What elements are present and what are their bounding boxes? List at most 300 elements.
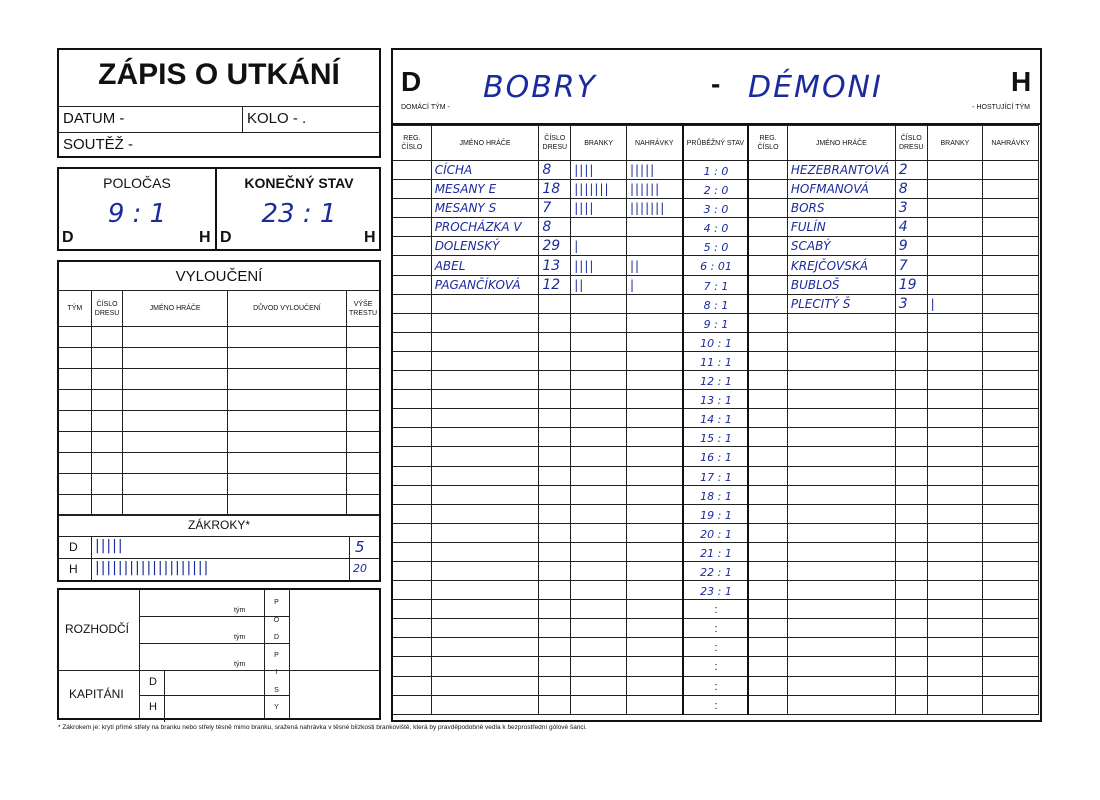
home-goals-cell[interactable] [571, 676, 627, 695]
home-number-cell[interactable] [539, 313, 571, 332]
home-goals-cell[interactable] [571, 619, 627, 638]
away-goals-cell[interactable] [927, 542, 983, 561]
away-number-cell[interactable] [895, 542, 927, 561]
home-reg-cell[interactable] [393, 180, 432, 199]
home-number-cell[interactable]: 13 [539, 256, 571, 275]
away-reg-cell[interactable] [748, 504, 787, 523]
home-reg-cell[interactable] [393, 504, 432, 523]
home-assists-cell[interactable] [626, 351, 682, 370]
home-number-cell[interactable]: 12 [539, 275, 571, 294]
away-goals-cell[interactable] [927, 313, 983, 332]
home-assists-cell[interactable] [626, 523, 682, 542]
home-name-cell[interactable] [431, 600, 539, 619]
home-number-cell[interactable] [539, 657, 571, 676]
away-number-cell[interactable]: 3 [895, 294, 927, 313]
home-goals-cell[interactable] [571, 561, 627, 580]
home-assists-cell[interactable] [626, 294, 682, 313]
home-reg-cell[interactable] [393, 218, 432, 237]
away-name-cell[interactable] [787, 504, 895, 523]
away-assists-cell[interactable] [983, 180, 1039, 199]
away-goals-cell[interactable] [927, 485, 983, 504]
away-assists-cell[interactable] [983, 523, 1039, 542]
home-name-cell[interactable]: ABEL [431, 256, 539, 275]
home-number-cell[interactable] [539, 523, 571, 542]
vylouceni-cell[interactable] [347, 327, 380, 348]
vylouceni-cell[interactable] [123, 432, 227, 453]
away-number-cell[interactable] [895, 409, 927, 428]
away-assists-cell[interactable] [983, 237, 1039, 256]
away-goals-cell[interactable] [927, 409, 983, 428]
away-name-cell[interactable]: PLECITÝ Š [787, 294, 895, 313]
away-number-cell[interactable] [895, 657, 927, 676]
home-assists-cell[interactable] [626, 237, 682, 256]
vylouceni-cell[interactable] [227, 348, 346, 369]
home-number-cell[interactable] [539, 485, 571, 504]
home-reg-cell[interactable] [393, 657, 432, 676]
home-assists-cell[interactable] [626, 313, 682, 332]
away-number-cell[interactable] [895, 600, 927, 619]
home-reg-cell[interactable] [393, 332, 432, 351]
home-goals-cell[interactable]: || [571, 275, 627, 294]
away-name-cell[interactable]: SCABÝ [787, 237, 895, 256]
away-name-cell[interactable] [787, 371, 895, 390]
home-name-cell[interactable] [431, 581, 539, 600]
vylouceni-cell[interactable] [91, 432, 123, 453]
vylouceni-cell[interactable] [91, 390, 123, 411]
home-goals-cell[interactable] [571, 542, 627, 561]
away-reg-cell[interactable] [748, 294, 787, 313]
away-goals-cell[interactable] [927, 676, 983, 695]
home-number-cell[interactable] [539, 332, 571, 351]
vylouceni-cell[interactable] [59, 453, 92, 474]
away-goals-cell[interactable] [927, 180, 983, 199]
away-name-cell[interactable] [787, 657, 895, 676]
home-reg-cell[interactable] [393, 351, 432, 370]
home-name-cell[interactable] [431, 371, 539, 390]
home-assists-cell[interactable] [626, 485, 682, 504]
home-assists-cell[interactable]: ||||||| [626, 199, 682, 218]
home-number-cell[interactable]: 29 [539, 237, 571, 256]
home-reg-cell[interactable] [393, 523, 432, 542]
vylouceni-cell[interactable] [123, 327, 227, 348]
home-reg-cell[interactable] [393, 256, 432, 275]
away-name-cell[interactable] [787, 390, 895, 409]
away-reg-cell[interactable] [748, 275, 787, 294]
away-goals-cell[interactable] [927, 371, 983, 390]
away-number-cell[interactable]: 9 [895, 237, 927, 256]
home-assists-cell[interactable]: | [626, 275, 682, 294]
home-name-cell[interactable] [431, 447, 539, 466]
away-goals-cell[interactable] [927, 523, 983, 542]
away-assists-cell[interactable] [983, 542, 1039, 561]
away-number-cell[interactable] [895, 390, 927, 409]
away-name-cell[interactable] [787, 581, 895, 600]
home-number-cell[interactable] [539, 504, 571, 523]
home-name-cell[interactable] [431, 390, 539, 409]
away-assists-cell[interactable] [983, 199, 1039, 218]
home-goals-cell[interactable] [571, 657, 627, 676]
away-number-cell[interactable]: 19 [895, 275, 927, 294]
away-number-cell[interactable] [895, 447, 927, 466]
home-assists-cell[interactable] [626, 447, 682, 466]
away-goals-cell[interactable] [927, 638, 983, 657]
vylouceni-cell[interactable] [91, 369, 123, 390]
home-number-cell[interactable] [539, 581, 571, 600]
away-name-cell[interactable] [787, 561, 895, 580]
away-name-cell[interactable] [787, 638, 895, 657]
home-name-cell[interactable]: PROCHÁZKA V [431, 218, 539, 237]
home-name-cell[interactable] [431, 619, 539, 638]
home-goals-cell[interactable] [571, 504, 627, 523]
vylouceni-cell[interactable] [59, 369, 92, 390]
away-reg-cell[interactable] [748, 428, 787, 447]
home-number-cell[interactable]: 18 [539, 180, 571, 199]
home-name-cell[interactable] [431, 638, 539, 657]
home-assists-cell[interactable] [626, 638, 682, 657]
home-reg-cell[interactable] [393, 485, 432, 504]
away-goals-cell[interactable] [927, 447, 983, 466]
vylouceni-cell[interactable] [347, 411, 380, 432]
home-number-cell[interactable] [539, 638, 571, 657]
home-goals-cell[interactable] [571, 600, 627, 619]
home-name-cell[interactable]: DOLENSKÝ [431, 237, 539, 256]
home-reg-cell[interactable] [393, 428, 432, 447]
away-reg-cell[interactable] [748, 313, 787, 332]
home-name-cell[interactable] [431, 561, 539, 580]
away-reg-cell[interactable] [748, 161, 787, 180]
away-name-cell[interactable] [787, 542, 895, 561]
home-goals-cell[interactable] [571, 313, 627, 332]
away-number-cell[interactable] [895, 466, 927, 485]
away-name-cell[interactable] [787, 428, 895, 447]
away-goals-cell[interactable] [927, 218, 983, 237]
vylouceni-cell[interactable] [347, 369, 380, 390]
home-name-cell[interactable]: MESANY S [431, 199, 539, 218]
home-name-cell[interactable] [431, 695, 539, 714]
away-assists-cell[interactable] [983, 657, 1039, 676]
away-goals-cell[interactable] [927, 504, 983, 523]
away-name-cell[interactable] [787, 351, 895, 370]
home-assists-cell[interactable] [626, 371, 682, 390]
away-reg-cell[interactable] [748, 447, 787, 466]
away-assists-cell[interactable] [983, 600, 1039, 619]
home-goals-cell[interactable] [571, 695, 627, 714]
away-reg-cell[interactable] [748, 676, 787, 695]
home-reg-cell[interactable] [393, 695, 432, 714]
away-name-cell[interactable] [787, 313, 895, 332]
away-name-cell[interactable] [787, 523, 895, 542]
away-assists-cell[interactable] [983, 218, 1039, 237]
home-name-cell[interactable]: PAGANČÍKOVÁ [431, 275, 539, 294]
away-reg-cell[interactable] [748, 657, 787, 676]
away-number-cell[interactable]: 4 [895, 218, 927, 237]
vylouceni-cell[interactable] [59, 327, 92, 348]
away-name-cell[interactable] [787, 466, 895, 485]
away-goals-cell[interactable] [927, 275, 983, 294]
away-reg-cell[interactable] [748, 523, 787, 542]
home-goals-cell[interactable]: ||||||| [571, 180, 627, 199]
away-number-cell[interactable] [895, 695, 927, 714]
vylouceni-cell[interactable] [227, 432, 346, 453]
away-assists-cell[interactable] [983, 695, 1039, 714]
home-reg-cell[interactable] [393, 199, 432, 218]
home-name-cell[interactable]: MESANY E [431, 180, 539, 199]
away-goals-cell[interactable] [927, 695, 983, 714]
away-name-cell[interactable]: FULÍN [787, 218, 895, 237]
home-number-cell[interactable]: 8 [539, 218, 571, 237]
home-assists-cell[interactable] [626, 390, 682, 409]
away-assists-cell[interactable] [983, 275, 1039, 294]
home-name-cell[interactable] [431, 332, 539, 351]
away-reg-cell[interactable] [748, 332, 787, 351]
away-number-cell[interactable] [895, 485, 927, 504]
away-assists-cell[interactable] [983, 638, 1039, 657]
away-assists-cell[interactable] [983, 676, 1039, 695]
away-assists-cell[interactable] [983, 332, 1039, 351]
vylouceni-cell[interactable] [347, 348, 380, 369]
home-goals-cell[interactable] [571, 485, 627, 504]
vylouceni-cell[interactable] [91, 474, 123, 495]
away-assists-cell[interactable] [983, 447, 1039, 466]
away-goals-cell[interactable] [927, 600, 983, 619]
home-reg-cell[interactable] [393, 542, 432, 561]
away-reg-cell[interactable] [748, 256, 787, 275]
vylouceni-cell[interactable] [59, 411, 92, 432]
vylouceni-cell[interactable] [123, 474, 227, 495]
away-number-cell[interactable] [895, 504, 927, 523]
away-number-cell[interactable] [895, 561, 927, 580]
home-goals-cell[interactable]: |||| [571, 199, 627, 218]
home-reg-cell[interactable] [393, 409, 432, 428]
home-number-cell[interactable] [539, 561, 571, 580]
away-name-cell[interactable]: HOFMANOVÁ [787, 180, 895, 199]
home-reg-cell[interactable] [393, 371, 432, 390]
home-name-cell[interactable] [431, 294, 539, 313]
away-reg-cell[interactable] [748, 638, 787, 657]
vylouceni-cell[interactable] [59, 348, 92, 369]
home-goals-cell[interactable] [571, 581, 627, 600]
vylouceni-cell[interactable] [91, 327, 123, 348]
away-name-cell[interactable] [787, 695, 895, 714]
home-number-cell[interactable] [539, 676, 571, 695]
away-reg-cell[interactable] [748, 218, 787, 237]
away-number-cell[interactable]: 8 [895, 180, 927, 199]
vylouceni-cell[interactable] [227, 474, 346, 495]
home-goals-cell[interactable]: |||| [571, 161, 627, 180]
home-number-cell[interactable] [539, 428, 571, 447]
home-assists-cell[interactable]: |||||| [626, 180, 682, 199]
away-reg-cell[interactable] [748, 199, 787, 218]
home-assists-cell[interactable] [626, 409, 682, 428]
vylouceni-cell[interactable] [59, 474, 92, 495]
away-number-cell[interactable] [895, 676, 927, 695]
home-name-cell[interactable] [431, 428, 539, 447]
away-reg-cell[interactable] [748, 466, 787, 485]
vylouceni-cell[interactable] [347, 432, 380, 453]
home-assists-cell[interactable] [626, 561, 682, 580]
away-name-cell[interactable] [787, 485, 895, 504]
away-number-cell[interactable]: 7 [895, 256, 927, 275]
away-reg-cell[interactable] [748, 390, 787, 409]
vylouceni-cell[interactable] [227, 453, 346, 474]
vylouceni-cell[interactable] [91, 348, 123, 369]
vylouceni-cell[interactable] [227, 411, 346, 432]
home-name-cell[interactable] [431, 409, 539, 428]
away-goals-cell[interactable]: | [927, 294, 983, 313]
home-reg-cell[interactable] [393, 466, 432, 485]
home-number-cell[interactable] [539, 447, 571, 466]
home-assists-cell[interactable] [626, 581, 682, 600]
away-assists-cell[interactable] [983, 485, 1039, 504]
home-number-cell[interactable]: 8 [539, 161, 571, 180]
home-assists-cell[interactable] [626, 600, 682, 619]
home-reg-cell[interactable] [393, 390, 432, 409]
vylouceni-cell[interactable] [347, 495, 380, 516]
home-assists-cell[interactable] [626, 504, 682, 523]
away-reg-cell[interactable] [748, 600, 787, 619]
home-goals-cell[interactable] [571, 371, 627, 390]
away-goals-cell[interactable] [927, 199, 983, 218]
home-number-cell[interactable] [539, 619, 571, 638]
home-number-cell[interactable] [539, 390, 571, 409]
home-reg-cell[interactable] [393, 275, 432, 294]
away-number-cell[interactable] [895, 332, 927, 351]
away-assists-cell[interactable] [983, 428, 1039, 447]
home-reg-cell[interactable] [393, 619, 432, 638]
vylouceni-cell[interactable] [227, 390, 346, 411]
away-assists-cell[interactable] [983, 504, 1039, 523]
home-reg-cell[interactable] [393, 561, 432, 580]
home-assists-cell[interactable]: ||||| [626, 161, 682, 180]
home-goals-cell[interactable] [571, 351, 627, 370]
vylouceni-cell[interactable] [91, 453, 123, 474]
home-reg-cell[interactable] [393, 161, 432, 180]
away-assists-cell[interactable] [983, 619, 1039, 638]
home-reg-cell[interactable] [393, 447, 432, 466]
away-number-cell[interactable] [895, 371, 927, 390]
away-goals-cell[interactable] [927, 466, 983, 485]
home-name-cell[interactable] [431, 657, 539, 676]
away-goals-cell[interactable] [927, 390, 983, 409]
home-name-cell[interactable] [431, 542, 539, 561]
home-reg-cell[interactable] [393, 676, 432, 695]
away-assists-cell[interactable] [983, 313, 1039, 332]
away-reg-cell[interactable] [748, 581, 787, 600]
away-assists-cell[interactable] [983, 351, 1039, 370]
home-reg-cell[interactable] [393, 600, 432, 619]
vylouceni-cell[interactable] [59, 432, 92, 453]
home-goals-cell[interactable] [571, 428, 627, 447]
home-goals-cell[interactable]: |||| [571, 256, 627, 275]
vylouceni-cell[interactable] [123, 390, 227, 411]
away-name-cell[interactable]: KREJČOVSKÁ [787, 256, 895, 275]
home-number-cell[interactable] [539, 466, 571, 485]
away-assists-cell[interactable] [983, 409, 1039, 428]
away-name-cell[interactable] [787, 447, 895, 466]
away-goals-cell[interactable] [927, 581, 983, 600]
away-number-cell[interactable] [895, 638, 927, 657]
home-goals-cell[interactable]: | [571, 237, 627, 256]
vylouceni-cell[interactable] [59, 495, 92, 516]
home-number-cell[interactable] [539, 371, 571, 390]
home-goals-cell[interactable] [571, 390, 627, 409]
home-assists-cell[interactable] [626, 332, 682, 351]
home-name-cell[interactable] [431, 676, 539, 695]
away-reg-cell[interactable] [748, 485, 787, 504]
away-assists-cell[interactable] [983, 256, 1039, 275]
home-goals-cell[interactable] [571, 447, 627, 466]
vylouceni-cell[interactable] [227, 327, 346, 348]
away-reg-cell[interactable] [748, 237, 787, 256]
away-goals-cell[interactable] [927, 561, 983, 580]
vylouceni-cell[interactable] [227, 369, 346, 390]
vylouceni-cell[interactable] [123, 495, 227, 516]
vylouceni-cell[interactable] [347, 474, 380, 495]
home-goals-cell[interactable] [571, 466, 627, 485]
away-reg-cell[interactable] [748, 542, 787, 561]
vylouceni-cell[interactable] [123, 411, 227, 432]
away-name-cell[interactable]: BUBLOŠ [787, 275, 895, 294]
away-name-cell[interactable] [787, 676, 895, 695]
home-assists-cell[interactable] [626, 466, 682, 485]
away-goals-cell[interactable] [927, 161, 983, 180]
home-assists-cell[interactable] [626, 676, 682, 695]
vylouceni-cell[interactable] [227, 495, 346, 516]
away-assists-cell[interactable] [983, 390, 1039, 409]
away-name-cell[interactable] [787, 332, 895, 351]
away-assists-cell[interactable] [983, 581, 1039, 600]
vylouceni-cell[interactable] [123, 348, 227, 369]
away-reg-cell[interactable] [748, 371, 787, 390]
away-number-cell[interactable] [895, 313, 927, 332]
vylouceni-cell[interactable] [347, 390, 380, 411]
vylouceni-cell[interactable] [91, 411, 123, 432]
home-name-cell[interactable] [431, 466, 539, 485]
away-reg-cell[interactable] [748, 351, 787, 370]
away-number-cell[interactable]: 2 [895, 161, 927, 180]
home-assists-cell[interactable] [626, 657, 682, 676]
home-reg-cell[interactable] [393, 294, 432, 313]
away-name-cell[interactable]: HEZEBRANTOVÁ [787, 161, 895, 180]
away-reg-cell[interactable] [748, 561, 787, 580]
home-goals-cell[interactable] [571, 332, 627, 351]
home-name-cell[interactable] [431, 523, 539, 542]
away-number-cell[interactable] [895, 428, 927, 447]
home-name-cell[interactable] [431, 351, 539, 370]
away-number-cell[interactable] [895, 523, 927, 542]
home-goals-cell[interactable] [571, 523, 627, 542]
away-goals-cell[interactable] [927, 351, 983, 370]
home-goals-cell[interactable] [571, 294, 627, 313]
away-number-cell[interactable] [895, 581, 927, 600]
home-name-cell[interactable] [431, 313, 539, 332]
home-reg-cell[interactable] [393, 237, 432, 256]
home-name-cell[interactable] [431, 485, 539, 504]
home-name-cell[interactable]: CÍCHA [431, 161, 539, 180]
home-assists-cell[interactable] [626, 619, 682, 638]
away-assists-cell[interactable] [983, 294, 1039, 313]
home-number-cell[interactable] [539, 294, 571, 313]
home-reg-cell[interactable] [393, 581, 432, 600]
home-name-cell[interactable] [431, 504, 539, 523]
home-number-cell[interactable] [539, 351, 571, 370]
away-assists-cell[interactable] [983, 371, 1039, 390]
vylouceni-cell[interactable] [123, 369, 227, 390]
home-assists-cell[interactable] [626, 695, 682, 714]
home-number-cell[interactable] [539, 600, 571, 619]
away-reg-cell[interactable] [748, 180, 787, 199]
home-goals-cell[interactable] [571, 638, 627, 657]
